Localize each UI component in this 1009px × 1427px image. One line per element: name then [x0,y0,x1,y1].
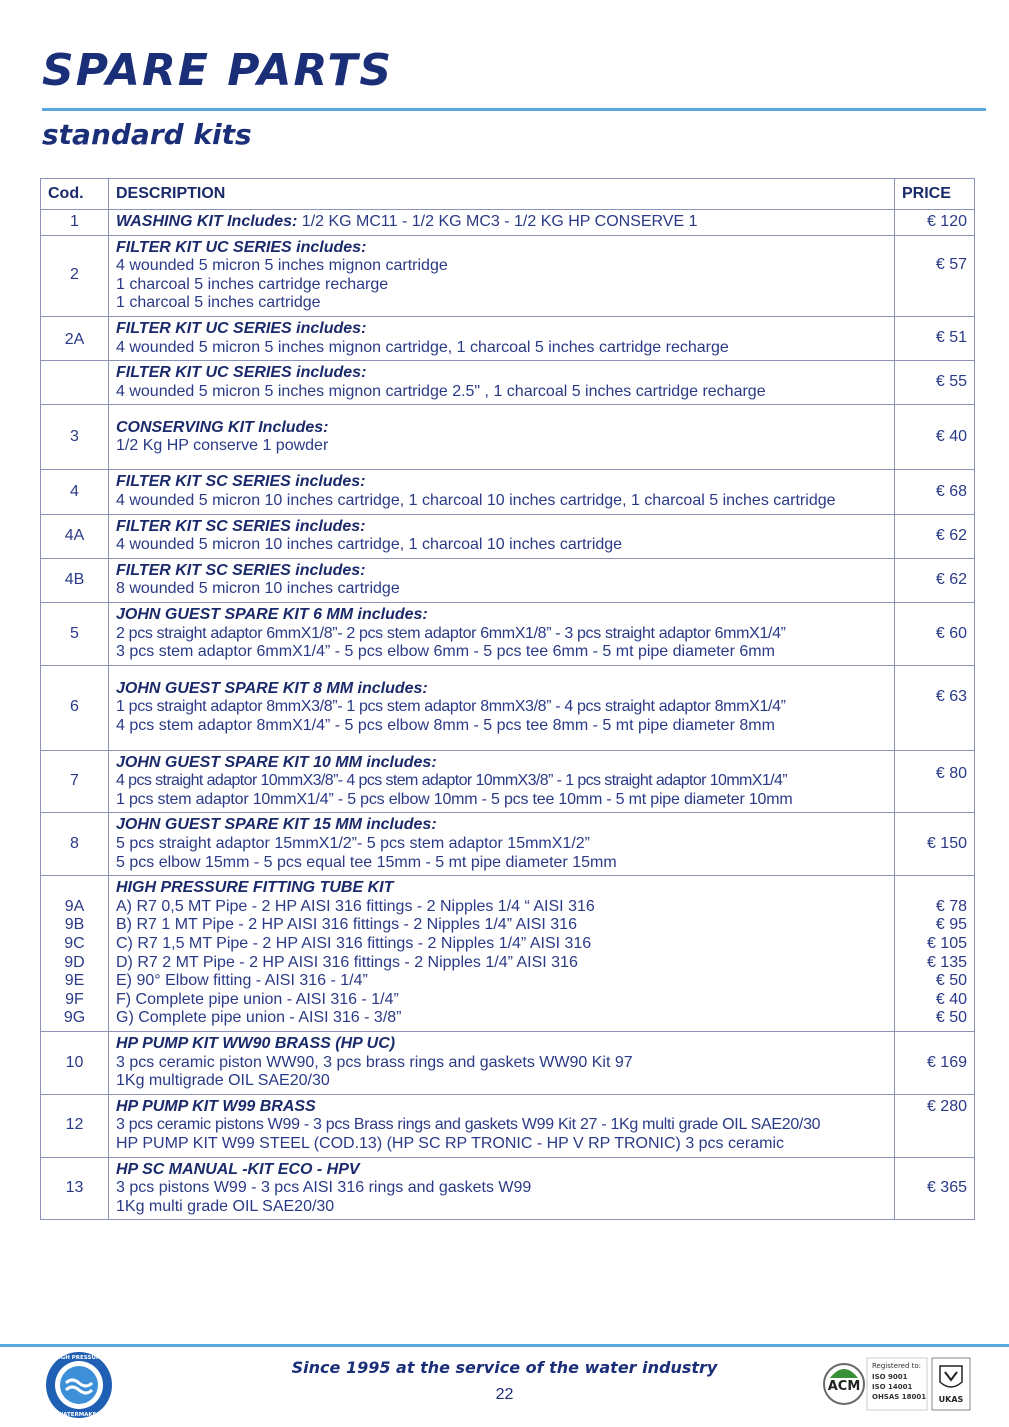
item-code: 9B [64,916,85,934]
kit-name: FILTER KIT SC SERIES includes: [116,473,366,491]
kit-content-line: 4 pcs stem adaptor 8mmX1/4” - 5 pcs elbow 8mm - 5 pcs tee 8mm - 5 mt pipe diameter 8mm [116,716,775,734]
svg-text:WATERMAKER: WATERMAKER [57,1412,101,1418]
item-price: € 40 [895,405,975,470]
kit-content-line: E) 90° Elbow fitting - AISI 316 - 1/4” [116,972,368,990]
item-code: 9D [64,953,85,971]
table-row [41,750,975,813]
item-code: 1 [41,210,109,236]
table-header-row [41,179,975,210]
table-row [41,470,975,514]
svg-text:Registered to:: Registered to: [872,1362,922,1370]
item-price: € 105 [926,935,967,953]
kit-content-line: 3 pcs pistons W99 - 3 pcs AISI 316 rings and gaskets W99 [116,1179,532,1197]
item-price: € 51 [895,316,975,360]
item-description [109,210,895,236]
kit-name: JOHN GUEST SPARE KIT 10 MM includes: [116,753,437,771]
kit-name: HP PUMP KIT WW90 BRASS (HP UC) [116,1035,396,1052]
kit-content-line: D) R7 2 MT Pipe - 2 HP AISI 316 fittings - 2 Nipples 1/4” AISI 316 [116,953,578,971]
kit-name: HIGH PRESSURE FITTING TUBE KIT [116,879,394,897]
spare-parts-table [40,178,975,1220]
kit-name: FILTER KIT SC SERIES includes: [116,561,366,579]
table-row [41,1157,975,1220]
item-code [41,361,109,405]
item-code: 9A [64,897,85,915]
item-price: € 63 [895,665,975,750]
kit-name: JOHN GUEST SPARE KIT 15 MM includes: [116,816,437,834]
kit-name: CONSERVING KIT Includes: [116,418,329,436]
kit-content-line: 4 pcs straight adaptor 10mmX3/8”- 4 pcs stem adaptor 10mmX3/8” - 1 pcs straight adaptor 10mmX1/4” [116,772,788,790]
column-header-code: Cod. [41,179,109,210]
item-code: 9E [64,972,85,990]
kit-content-line: 4 wounded 5 micron 10 inches cartridge, 1 charcoal 10 inches cartridge, 1 charcoal 5 inches cartridge [116,491,836,509]
footer-divider [0,1344,1009,1347]
kit-content-line: 1Kg multi grade OIL SAE20/30 [116,1197,335,1215]
item-code: 9C [64,935,85,953]
page-title: SPARE PARTS [42,45,394,96]
item-code: 4A [41,514,109,558]
item-description [109,405,895,470]
item-price: € 365 [895,1157,975,1220]
item-description [109,813,895,876]
kit-name: FILTER KIT UC SERIES includes: [116,319,367,337]
item-price: € 169 [895,1032,975,1095]
item-description [109,1094,895,1157]
item-price: € 68 [895,470,975,514]
svg-text:UKAS: UKAS [938,1395,964,1404]
kit-content-line: 1Kg multigrade OIL SAE20/30 [116,1072,330,1090]
item-price: € 60 [895,602,975,665]
kit-content-line: 2 pcs straight adaptor 6mmX1/8”- 2 pcs stem adaptor 6mmX1/8” - 3 pcs straight adaptor 6mmX1/4” [116,624,786,642]
item-description [109,316,895,360]
item-code: 12 [41,1094,109,1157]
table-row [41,316,975,360]
table-row [41,665,975,750]
table-row [41,876,975,1032]
kit-name: FILTER KIT UC SERIES includes: [116,364,367,382]
svg-text:ISO 14001: ISO 14001 [872,1383,913,1391]
svg-text:HIGH PRESSURE: HIGH PRESSURE [54,1355,104,1361]
kit-content-line: HP PUMP KIT W99 STEEL (COD.13) (HP SC RP TRONIC - HP V RP TRONIC) 3 pcs ceramic [116,1134,785,1152]
item-code: 6 [41,665,109,750]
kit-content-line: 4 wounded 5 micron 5 inches mignon cartridge 2.5" , 1 charcoal 5 inches cartridge recharge [116,382,766,400]
kit-content-line: 1 charcoal 5 inches cartridge recharge [116,275,389,293]
table-row [41,602,975,665]
kit-content-line: 5 pcs elbow 15mm - 5 pcs equal tee 15mm - 5 mt pipe diameter 15mm [116,853,617,871]
item-description [109,750,895,813]
footer-slogan: Since 1995 at the service of the water industry [291,1358,718,1377]
kit-content-line: 4 wounded 5 micron 5 inches mignon cartridge [116,257,448,275]
kit-name: WASHING KIT Includes: [116,213,298,230]
kit-name: HP PUMP KIT W99 BRASS [116,1097,316,1115]
item-description [109,235,895,316]
certification-logos [822,1354,972,1414]
svg-text:ACM: ACM [827,1379,861,1394]
item-price: € 57 [895,235,975,316]
item-description [109,470,895,514]
item-code: 2A [41,316,109,360]
column-header-description: DESCRIPTION [109,179,895,210]
item-codes [41,876,109,1032]
kit-content-line: 3 pcs ceramic pistons W99 - 3 pcs Brass rings and gaskets W99 Kit 27 - 1Kg multi grade OIL SAE20/30 [116,1116,821,1134]
item-description [109,602,895,665]
svg-text:OHSAS 18001: OHSAS 18001 [872,1393,927,1401]
item-code: 13 [41,1157,109,1220]
item-code: 4 [41,470,109,514]
page-number: 22 [495,1386,514,1403]
kit-name: JOHN GUEST SPARE KIT 6 MM includes: [116,605,428,623]
item-price: € 55 [895,361,975,405]
kit-content-line: 1 charcoal 5 inches cartridge [116,294,321,312]
item-code: 7 [41,750,109,813]
table-row [41,361,975,405]
item-price: € 62 [895,558,975,602]
kit-content-line: 4 wounded 5 micron 10 inches cartridge, 1 charcoal 10 inches cartridge [116,536,623,554]
kit-content-line: A) R7 0,5 MT Pipe - 2 HP AISI 316 fittings - 2 Nipples 1/4 “ AISI 316 [116,897,595,915]
item-price: € 120 [895,210,975,236]
kit-content-line: 8 wounded 5 micron 10 inches cartridge [116,580,400,598]
item-price: € 280 [895,1094,975,1157]
svg-text:ISO 9001: ISO 9001 [872,1373,908,1381]
item-price: € 40 [935,990,967,1008]
item-description [109,361,895,405]
item-description [109,1157,895,1220]
kit-content-line: F) Complete pipe union - AISI 316 - 1/4” [116,990,399,1008]
item-price: € 50 [935,1009,967,1027]
item-description [109,558,895,602]
item-code: 5 [41,602,109,665]
kit-content-line: 1 pcs straight adaptor 8mmX3/8”- 1 pcs stem adaptor 8mmX3/8” - 4 pcs straight adaptor 8mmX1/4” [116,698,786,716]
item-code: 4B [41,558,109,602]
item-prices [895,876,975,1032]
item-code: 3 [41,405,109,470]
kit-content: 1/2 KG MC11 - 1/2 KG MC3 - 1/2 KG HP CONSERVE 1 [297,213,698,230]
item-description [109,1032,895,1095]
table-row [41,405,975,470]
item-price: € 95 [935,916,967,934]
kit-content-line: 4 wounded 5 micron 5 inches mignon cartridge, 1 charcoal 5 inches cartridge recharge [116,338,729,356]
kit-content-line: G) Complete pipe union - AISI 316 - 3/8” [116,1009,402,1027]
item-description [109,876,895,1032]
kit-content-line: C) R7 1,5 MT Pipe - 2 HP AISI 316 fittings - 2 Nipples 1/4” AISI 316 [116,935,592,953]
item-price: € 62 [895,514,975,558]
item-price: € 135 [926,953,967,971]
column-header-price: PRICE [895,179,975,210]
item-code: 10 [41,1032,109,1095]
kit-content-line: B) R7 1 MT Pipe - 2 HP AISI 316 fittings - 2 Nipples 1/4” AISI 316 [116,916,577,934]
table-row [41,235,975,316]
item-price: € 50 [935,972,967,990]
kit-content-line: 3 pcs ceramic piston WW90, 3 pcs brass rings and gaskets WW90 Kit 97 [116,1053,633,1071]
table-row [41,558,975,602]
kit-name: FILTER KIT UC SERIES includes: [116,238,367,256]
item-description [109,514,895,558]
item-description [109,665,895,750]
certification-badge-icon [822,1354,972,1414]
item-code: 9G [63,1009,86,1027]
item-code: 9F [65,990,84,1008]
table-row [41,1032,975,1095]
kit-content-line: 1 pcs stem adaptor 10mmX1/4” - 5 pcs elbow 10mm - 5 pcs tee 10mm - 5 mt pipe diameter 10mm [116,790,793,808]
item-code: 2 [41,235,109,316]
item-price: € 150 [895,813,975,876]
page-subtitle: standard kits [42,118,252,151]
kit-name: FILTER KIT SC SERIES includes: [116,517,366,535]
table-row [41,514,975,558]
item-price: € 80 [895,750,975,813]
table-row [41,210,975,236]
kit-content-line: 1/2 Kg HP conserve 1 powder [116,437,329,455]
kit-name: JOHN GUEST SPARE KIT 8 MM includes: [116,679,428,697]
kit-content-line: 5 pcs straight adaptor 15mmX1/2”- 5 pcs stem adaptor 15mmX1/2” [116,835,590,853]
kit-name: HP SC MANUAL -KIT ECO - HPV [116,1160,360,1178]
kit-content-line: 3 pcs stem adaptor 6mmX1/4” - 5 pcs elbow 6mm - 5 pcs tee 6mm - 5 mt pipe diameter 6mm [116,643,775,661]
item-price: € 78 [935,897,967,915]
title-divider [42,108,986,111]
table-row [41,1094,975,1157]
item-code: 8 [41,813,109,876]
table-row [41,813,975,876]
